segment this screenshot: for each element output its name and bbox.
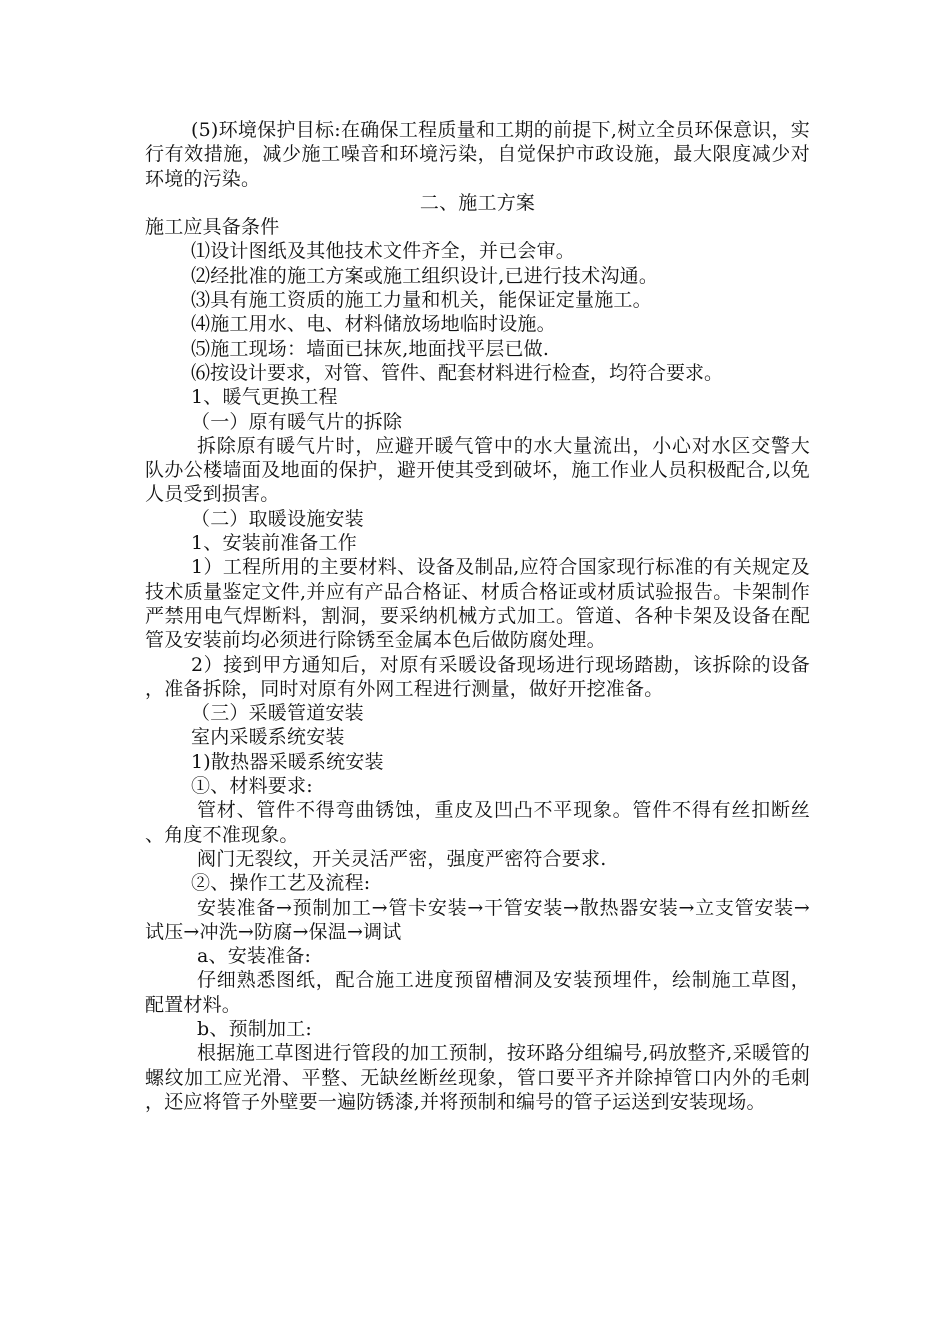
list-item-drawings: ⑴设计图纸及其他技术文件齐全，并已会审。 xyxy=(191,240,576,263)
list-item-approved-plan: ⑵经批准的施工方案或施工组织设计,已进行技术沟通。 xyxy=(191,264,659,287)
paragraph-environment-goal: (5)环境保护目标:在确保工程质量和工期的前提下,树立全员环保意识，实行有效措施，减少施工噪音和环境污染，自觉保护市政设施，最大限度减少对环境的污染。 xyxy=(145,119,810,190)
heading-prefabrication: b、预制加工: xyxy=(197,1017,312,1040)
paragraph-removal-details: 拆除原有暖气片时，应避开暖气管中的水大量流出，小心对水区交警大队办公楼墙面及地面的保护，避开使其受到破坏，施工作业人员积极配合,以免人员受到损害。 xyxy=(145,434,810,506)
subheading-radiator-removal: （一）原有暖气片的拆除 xyxy=(191,410,403,433)
paragraph-materials-standards: 1）工程所用的主要材料、设备及制品,应符合国家现行标准的有关规定及技术质量鉴定文件,并应有产品合格证、材质合格证或材质试验报告。卡架制作严禁用电气焊断料，割洞，要采纳机械方式加工。管道、各种卡架及设备在配管及安装前均必须进行除锈至金属本色后做防腐处理。 xyxy=(145,556,810,652)
list-item-material-inspection: ⑹按设计要求，对管、管件、配套材料进行检查，均符合要求。 xyxy=(191,361,724,384)
heading-installation-prep: a、安装准备: xyxy=(197,945,312,968)
subheading-pipe-installation: （三）采暖管道安装 xyxy=(191,702,364,725)
heading-heating-replacement: 1、暖气更换工程 xyxy=(191,386,338,409)
section-heading-construction-plan: 二、施工方案 xyxy=(419,191,536,214)
document-body xyxy=(145,118,810,1114)
paragraph-valve-requirements: 阀门无裂纹，开关灵活严密，强度严密符合要求. xyxy=(197,847,607,870)
paragraph-installation-prep: 仔细熟悉图纸，配合施工进度预留槽洞及安装预埋件，绘制施工草图，配置材料。 xyxy=(145,969,810,1016)
heading-indoor-heating: 室内采暖系统安装 xyxy=(191,726,345,749)
subheading-prerequisites: 施工应具备条件 xyxy=(145,216,280,239)
paragraph-pipe-requirements: 管材、管件不得弯曲锈蚀，重皮及凹凸不平现象。管件不得有丝扣断丝、角度不准现象。 xyxy=(145,799,810,846)
paragraph-process-steps: 安装准备→预制加工→管卡安装→干管安装→散热器安装→立支管安装→试压→冲洗→防腐→保温→调试 xyxy=(145,896,810,943)
heading-material-requirements: ①、材料要求: xyxy=(191,775,313,798)
list-item-site-condition: ⑸施工现场：墙面已抹灰,地面找平层已做. xyxy=(191,337,550,360)
paragraph-site-survey: 2）接到甲方通知后，对原有采暖设备现场进行现场踏勘，该拆除的设备，准备拆除，同时对原有外网工程进行测量，做好开挖准备。 xyxy=(145,653,810,700)
list-item-qualified-workforce: ⑶具有施工资质的施工力量和机关，能保证定量施工。 xyxy=(191,289,652,312)
paragraph-prefabrication: 根据施工草图进行管段的加工预制，按环路分组编号,码放整齐,采暖管的螺纹加工应光滑、平整、无缺丝断丝现象，管口要平齐并除掉管口内外的毛刺，还应将管子外壁要一遍防锈漆,并将预制和编号的管子运送到安装现场。 xyxy=(145,1042,810,1113)
heading-pre-installation: 1、安装前准备工作 xyxy=(191,532,357,555)
list-item-temporary-facilities: ⑷施工用水、电、材料储放场地临时设施。 xyxy=(191,313,556,336)
heading-radiator-system: 1)散热器采暖系统安装 xyxy=(191,750,384,773)
subheading-heating-installation: （二）取暖设施安装 xyxy=(191,507,364,530)
heading-process-flow: ②、操作工艺及流程: xyxy=(191,872,371,895)
